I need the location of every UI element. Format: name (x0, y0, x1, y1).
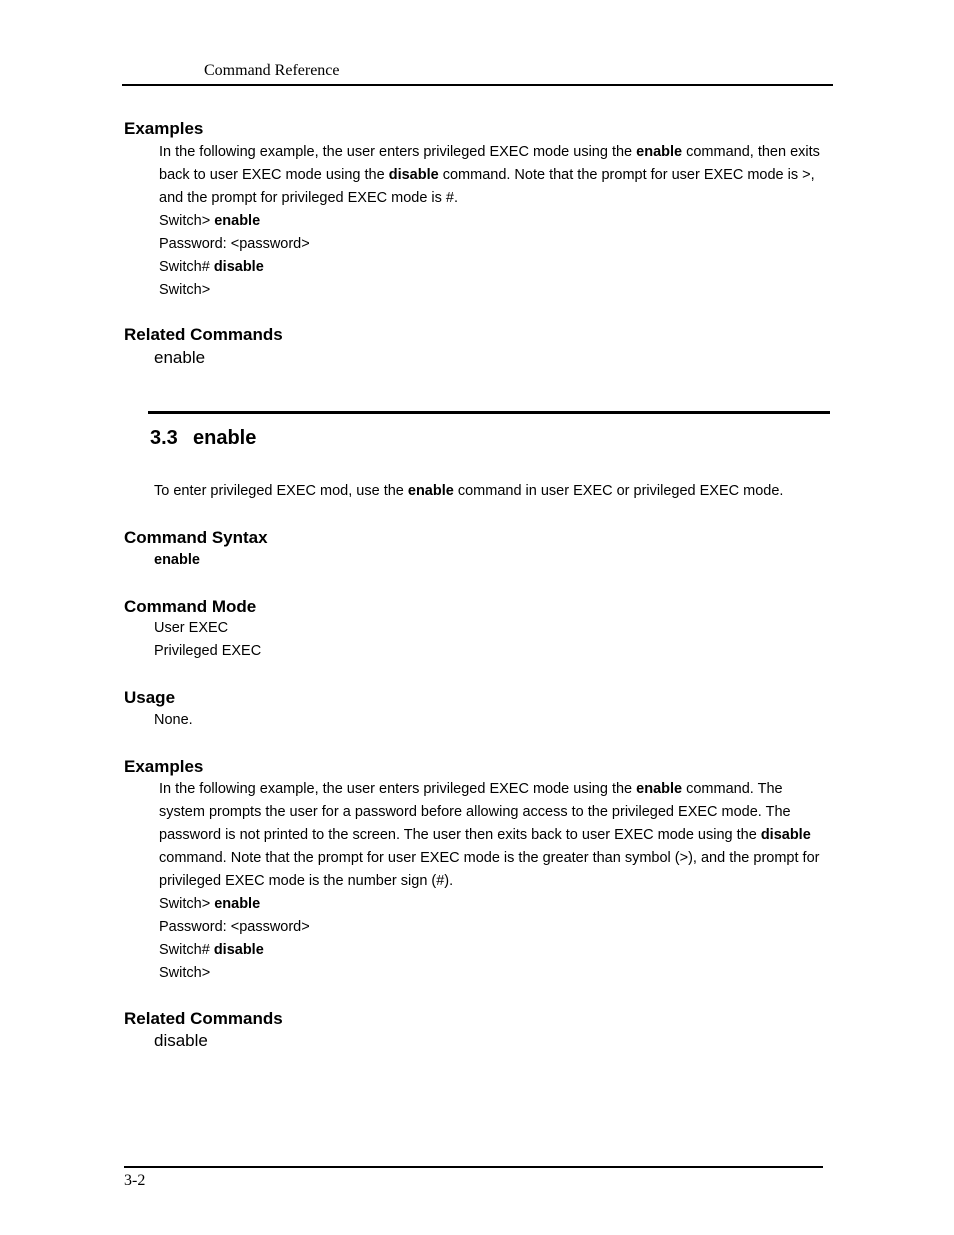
section-title (150, 427, 256, 450)
examples-heading: Examples (124, 757, 204, 776)
section-intro: To enter privileged EXEC mod, use the enable command in user EXEC or privileged EXEC mode. (154, 483, 784, 499)
section-number: 3.3 (150, 427, 178, 449)
text-line: system prompts the user for a password before allowing access to the privileged EXEC mode. The (159, 804, 791, 820)
page-number: 3-2 (124, 1172, 146, 1189)
usage-heading: Usage (124, 688, 176, 707)
section-name: enable (193, 427, 257, 449)
usage-value: None. (154, 712, 193, 728)
related-command-disable: disable (154, 1031, 208, 1050)
command-mode-user-exec: User EXEC (154, 620, 229, 636)
command-syntax-heading: Command Syntax (124, 528, 268, 547)
cli-line: Switch> enable (159, 213, 261, 229)
related-commands-heading: Related Commands (124, 1009, 283, 1028)
command-syntax-value: enable (154, 552, 200, 568)
command-mode-heading: Command Mode (124, 597, 257, 616)
cli-line: Switch# disable (159, 942, 264, 958)
running-header: Command Reference (204, 62, 340, 79)
text-line: command. Note that the prompt for user EXEC mode is the greater than symbol (>), and the prompt for (159, 850, 820, 866)
cli-line: Switch> (159, 965, 211, 981)
text-line: and the prompt for privileged EXEC mode is #. (159, 190, 459, 206)
header-rule (122, 84, 833, 86)
cli-line: Switch> enable (159, 896, 261, 912)
related-commands-heading-prev: Related Commands (124, 325, 283, 344)
text-line: In the following example, the user enters privileged EXEC mode using the enable command. The (159, 781, 783, 797)
text-line: In the following example, the user enters privileged EXEC mode using the enable command, then exits (159, 144, 820, 160)
cli-line: Switch> (159, 282, 211, 298)
examples-heading-prev: Examples (124, 119, 204, 138)
text-line: password is not printed to the screen. The user then exits back to user EXEC mode using the disable (159, 827, 811, 843)
related-command-enable: enable (154, 348, 206, 367)
text-line: back to user EXEC mode using the disable command. Note that the prompt for user EXEC mode is >, (159, 167, 815, 183)
cli-line: Password: <password> (159, 236, 310, 252)
cli-line: Switch# disable (159, 259, 264, 275)
cli-line: Password: <password> (159, 919, 310, 935)
section-rule (148, 411, 830, 414)
footer-rule (124, 1166, 823, 1168)
examples-text (159, 778, 819, 985)
command-mode-privileged-exec: Privileged EXEC (154, 643, 262, 659)
text-line: privileged EXEC mode is the number sign (#). (159, 873, 454, 889)
examples-text-prev (159, 141, 820, 302)
